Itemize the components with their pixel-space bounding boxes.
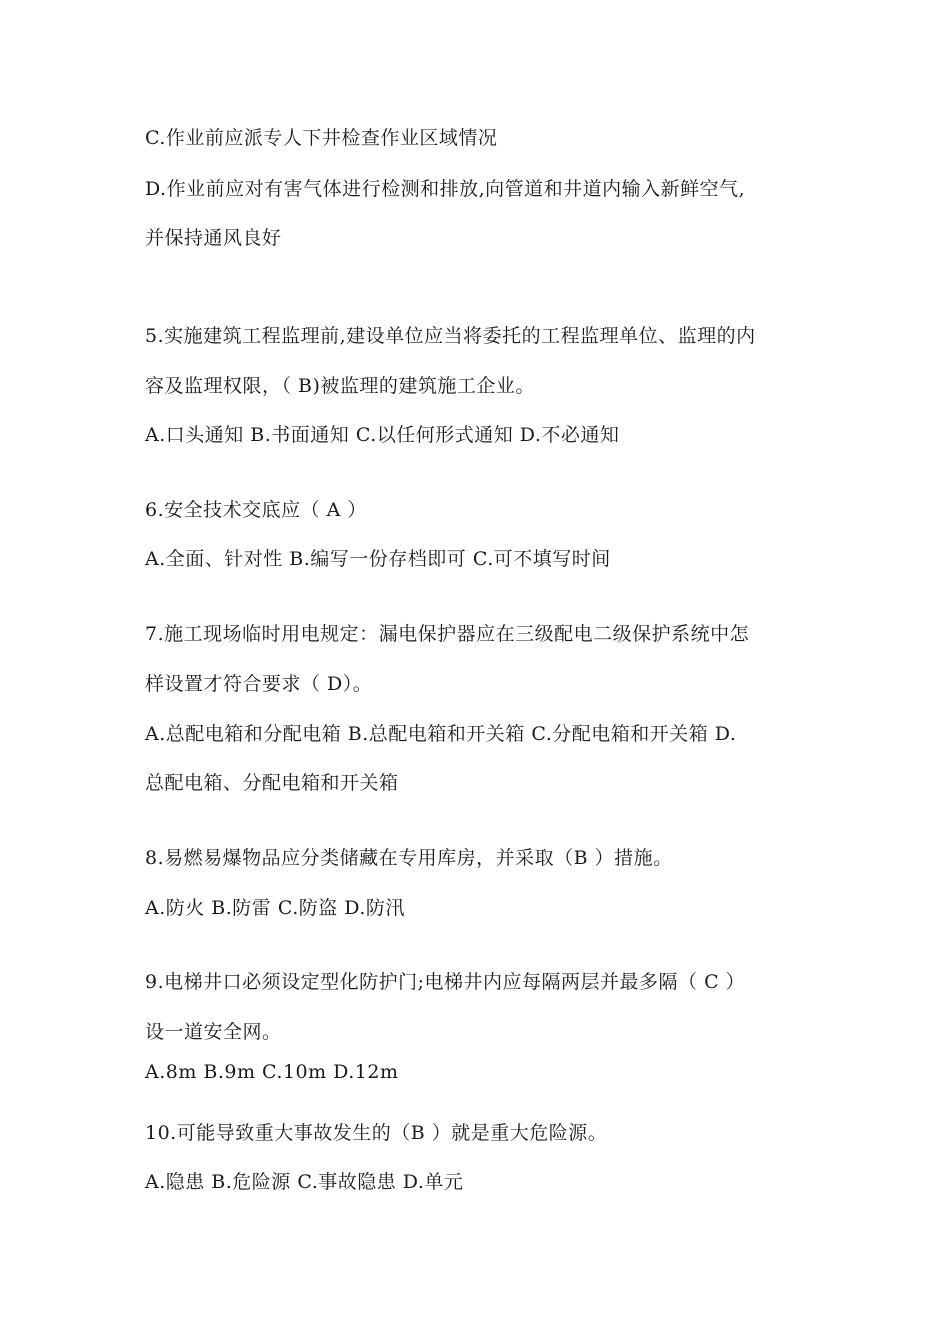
- question-7-continued: 样设置才符合要求（ D）。: [145, 673, 373, 695]
- question-7: 7.施工现场临时用电规定：漏电保护器应在三级配电二级保护系统中怎: [145, 623, 750, 645]
- question-6: 6.安全技术交底应（ A ）: [145, 499, 367, 521]
- question-10: 10.可能导致重大事故发生的（B ）就是重大危险源。: [145, 1122, 608, 1144]
- question-9: 9.电梯井口必须设定型化防护门;电梯井内应每隔两层并最多隔（ C ）: [145, 971, 746, 993]
- option-d-q4: D.作业前应对有害气体进行检测和排放,向管道和井道内输入新鲜空气,: [145, 178, 746, 200]
- option-d-q4-continued: 并保持通风良好: [145, 227, 282, 249]
- option-c-q4: C.作业前应派专人下井检查作业区域情况: [145, 127, 498, 149]
- question-9-continued: 设一道安全网。: [145, 1021, 282, 1043]
- options-q9: A.8m B.9m C.10m D.12m: [145, 1061, 399, 1083]
- options-q7: A.总配电箱和分配电箱 B.总配电箱和开关箱 C.分配电箱和开关箱 D.: [145, 723, 737, 745]
- question-8: 8.易燃易爆物品应分类储藏在专用库房，并采取（B ）措施。: [145, 847, 673, 869]
- question-5: 5.实施建筑工程监理前,建设单位应当将委托的工程监理单位、监理的内: [145, 325, 756, 347]
- options-q5: A.口头通知 B.书面通知 C.以任何形式通知 D.不必通知: [145, 424, 620, 446]
- options-q8: A.防火 B.防雷 C.防盗 D.防汛: [145, 897, 405, 919]
- question-5-continued: 容及监理权限，（ B)被监理的建筑施工企业。: [145, 375, 535, 397]
- options-q6: A.全面、针对性 B.编写一份存档即可 C.可不填写时间: [145, 548, 611, 570]
- options-q7-continued: 总配电箱、分配电箱和开关箱: [145, 772, 399, 794]
- options-q10: A.隐患 B.危险源 C.事故隐患 D.单元: [145, 1171, 464, 1193]
